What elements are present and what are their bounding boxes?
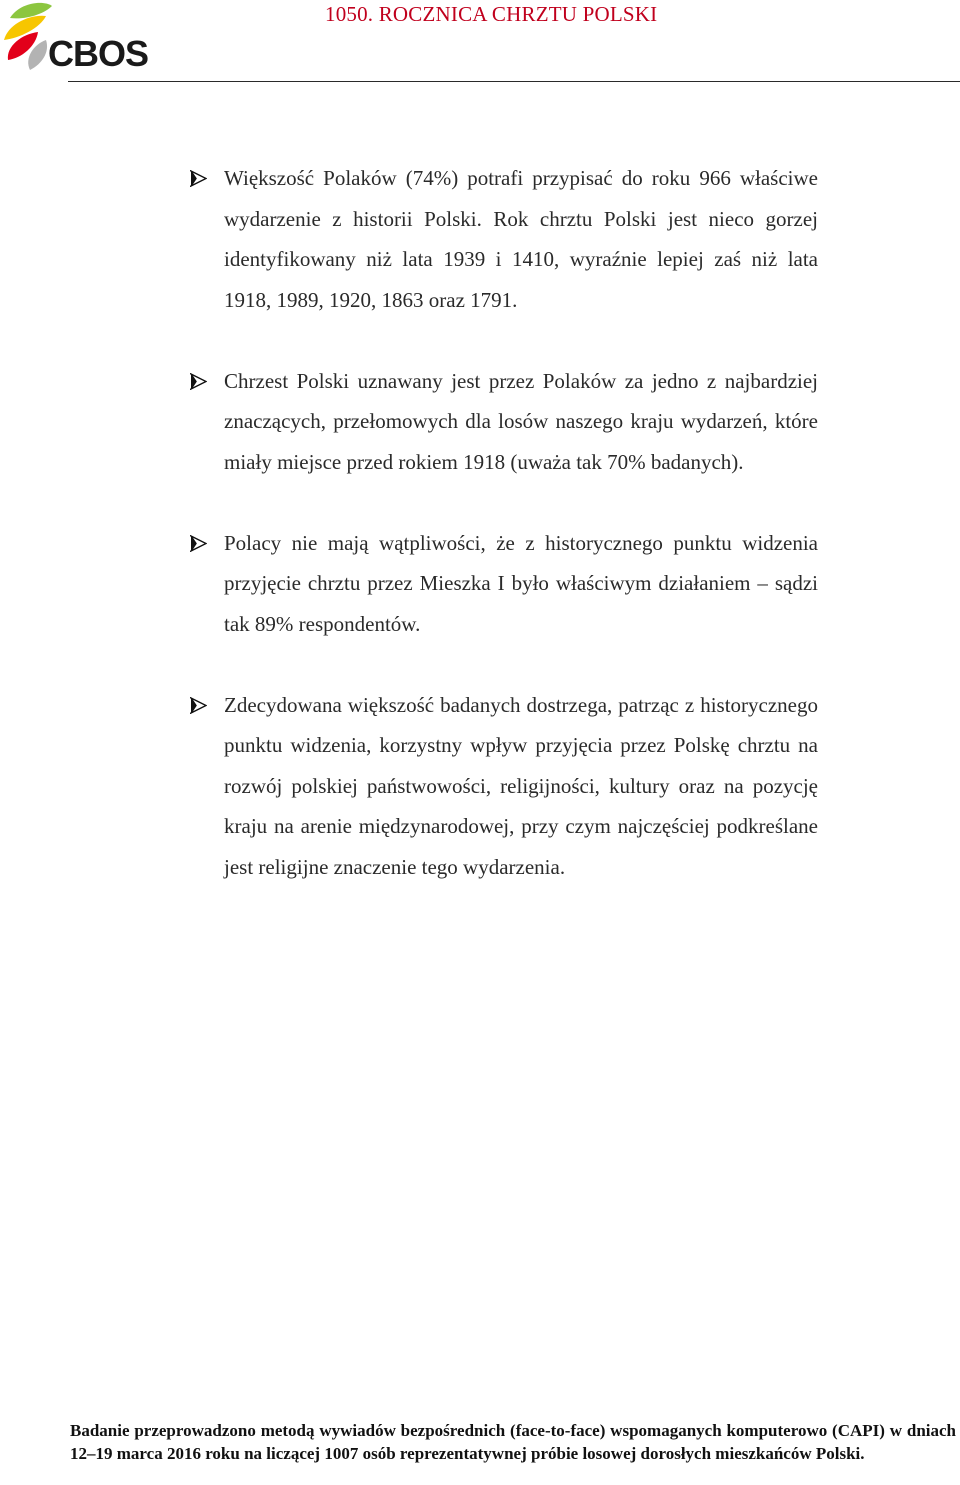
bullet-text: Chrzest Polski uznawany jest przez Polaków za jedno z najbardziej znaczących, przełomowych dla losów naszego kraju wydarzeń, które miały miejsce przed rokiem 1918 (uważa tak 70% badanych). — [224, 368, 818, 474]
arrow-bullet-icon — [190, 373, 207, 390]
summary-bullet-4 — [190, 685, 818, 888]
cbos-logo — [0, 0, 160, 76]
page-header-title: 1050. ROCZNICA CHRZTU POLSKI — [325, 2, 658, 26]
header-divider — [68, 81, 960, 82]
summary-bullet-3 — [190, 523, 818, 645]
summary-bullet-2 — [190, 361, 818, 483]
methodology-footnote: Badanie przeprowadzono metodą wywiadów bezpośrednich (face-to-face) wspomaganych komputerowo (CAPI) w dniach 12–19 marca 2016 roku na liczącej 1007 osób reprezentatywnej próbie losowej dorosłych mieszkańców Polski. — [70, 1421, 956, 1463]
arrow-bullet-icon — [190, 535, 207, 552]
bullet-text: Zdecydowana większość badanych dostrzega, patrząc z historycznego punktu widzenia, korzystny wpływ przyjęcia przez Polskę chrztu na rozwój polskiej państwowości, religijności, kultury oraz na pozycję kraju na arenie międzynarodowej, przy czym najczęściej podkreślane jest religijne znaczenie tego wydarzenia. — [224, 692, 818, 879]
bullet-text: Większość Polaków (74%) potrafi przypisać do roku 966 właściwe wydarzenie z historii Polski. Rok chrztu Polski jest nieco gorzej identyfikowany niż lata 1939 i 1410, wyraźnie lepiej zaś niż lata 1918, 1989, 1920, 1863 oraz 1791. — [224, 166, 818, 312]
bullet-text: Polacy nie mają wątpliwości, że z historycznego punktu widzenia przyjęcie chrztu przez Mieszka I było właściwym działaniem – sądzi tak 89% respondentów. — [224, 530, 818, 636]
arrow-bullet-icon — [190, 697, 207, 714]
summary-bullet-list — [190, 158, 818, 928]
summary-bullet-1 — [190, 158, 818, 320]
arrow-bullet-icon — [190, 170, 207, 187]
logo-text: CBOS — [48, 33, 149, 74]
